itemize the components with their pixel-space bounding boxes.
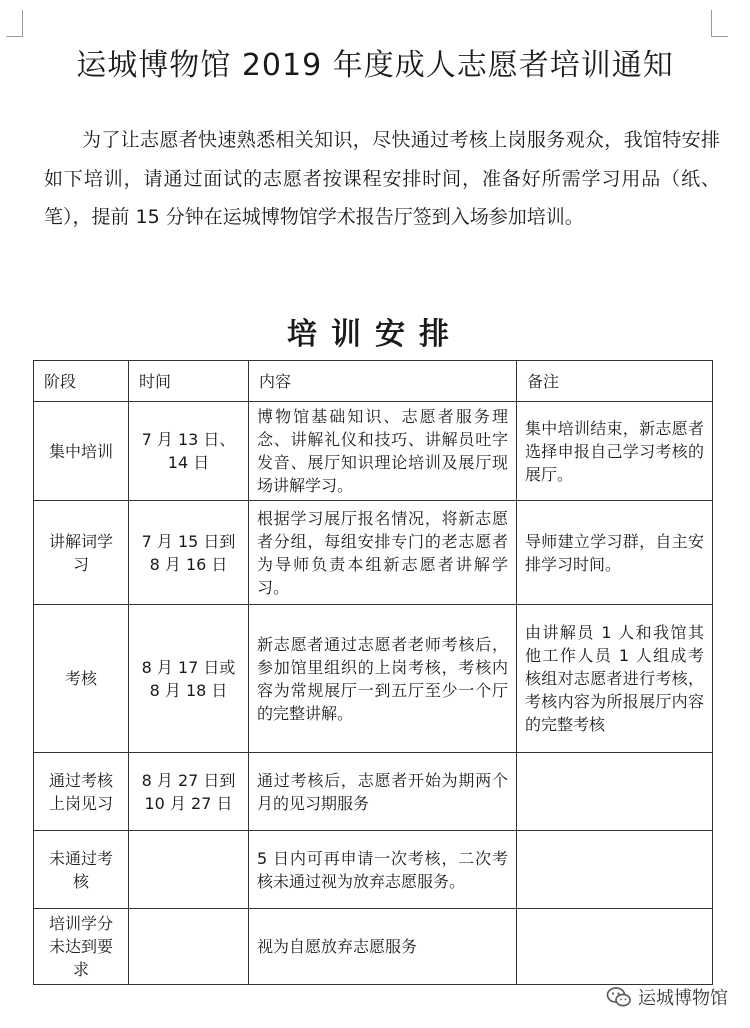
table-row	[34, 605, 713, 753]
cell-note	[517, 831, 713, 909]
wechat-icon	[606, 986, 632, 1008]
cell-content: 博物馆基础知识、志愿者服务理念、讲解礼仪和技巧、讲解员吐字发音、展厅知识理论培训及展厅现场讲解学习。	[249, 402, 517, 501]
cell-stage: 集中培训	[34, 402, 129, 501]
cell-note: 集中培训结束，新志愿者选择申报自己学习考核的展厅。	[517, 402, 713, 501]
cell-note	[517, 909, 713, 985]
cell-note: 由讲解员 1 人和我馆其他工作人员 1 人组成考核组对志愿者进行考核，考核内容为所报展厅内容的完整考核	[517, 605, 713, 753]
cell-stage: 未通过考核	[34, 831, 129, 909]
cell-time: 8 月 27 日到 10 月 27 日	[129, 753, 249, 831]
cell-note	[517, 753, 713, 831]
account-watermark	[606, 982, 728, 1012]
watermark-text: 运城博物馆	[638, 988, 728, 1009]
cell-time: 7 月 13 日、14 日	[129, 402, 249, 501]
table-row	[34, 753, 713, 831]
cell-time	[129, 909, 249, 985]
cell-stage: 讲解词学习	[34, 501, 129, 605]
cell-content: 5 日内可再申请一次考核，二次考核未通过视为放弃志愿服务。	[249, 831, 517, 909]
cell-time: 8 月 17 日或 8 月 18 日	[129, 605, 249, 753]
training-schedule-table	[33, 360, 713, 985]
section-title: 培训安排	[287, 317, 463, 352]
crop-mark-top-right	[711, 10, 728, 37]
table-header-row	[34, 361, 713, 402]
header-time: 时间	[129, 361, 249, 402]
cell-stage: 考核	[34, 605, 129, 753]
cell-time: 7 月 15 日到 8 月 16 日	[129, 501, 249, 605]
cell-content: 视为自愿放弃志愿服务	[249, 909, 517, 985]
header-content: 内容	[249, 361, 517, 402]
document-title: 运城博物馆 2019 年度成人志愿者培训通知	[76, 48, 674, 83]
table-row	[34, 831, 713, 909]
cell-content: 根据学习展厅报名情况，将新志愿者分组，每组安排专门的老志愿者为导师负责本组新志愿者讲解学习。	[249, 501, 517, 605]
cell-note: 导师建立学习群，自主安排学习时间。	[517, 501, 713, 605]
cell-content: 新志愿者通过志愿者老师考核后，参加馆里组织的上岗考核，考核内容为常规展厅一到五厅至少一个厅的完整讲解。	[249, 605, 517, 753]
cell-stage: 通过考核上岗见习	[34, 753, 129, 831]
cell-content: 通过考核后，志愿者开始为期两个月的见习期服务	[249, 753, 517, 831]
header-note: 备注	[517, 361, 713, 402]
table-row	[34, 501, 713, 605]
table-row	[34, 402, 713, 501]
cell-stage: 培训学分未达到要求	[34, 909, 129, 985]
crop-mark-top-left	[6, 10, 23, 37]
intro-paragraph: 为了让志愿者快速熟悉相关知识，尽快通过考核上岗服务观众，我馆特安排如下培训，请通过面试的志愿者按课程安排时间，准备好所需学习用品（纸、笔），提前 15 分钟在运城博物馆学术报告厅签到入场参加培训。	[44, 129, 720, 228]
cell-time	[129, 831, 249, 909]
table-row	[34, 909, 713, 985]
header-stage: 阶段	[34, 361, 129, 402]
